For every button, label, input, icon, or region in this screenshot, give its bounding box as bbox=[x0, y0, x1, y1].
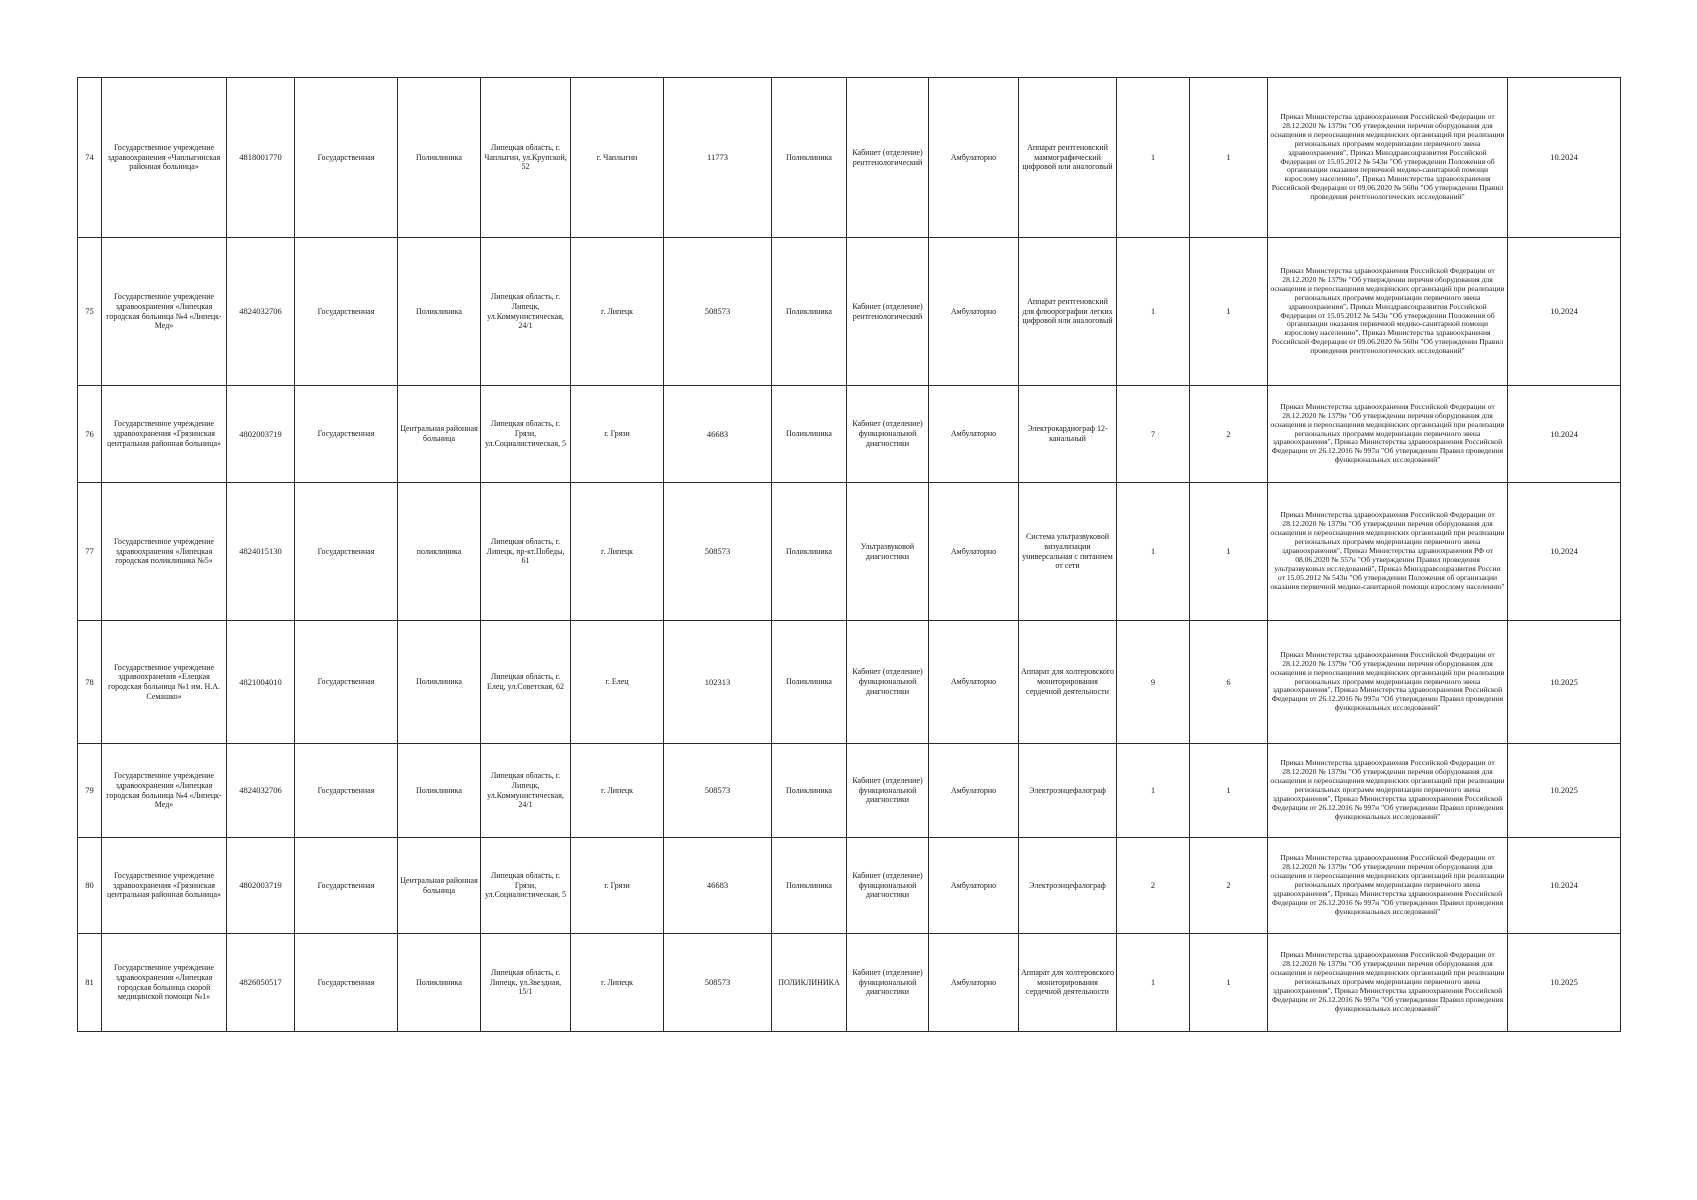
cabinet-cell: Кабинет (отделение) функциональной диагностики bbox=[847, 744, 929, 838]
table-row bbox=[78, 744, 1621, 838]
equipment-table bbox=[77, 77, 1621, 1032]
facility-type-cell: Поликлиника bbox=[398, 744, 481, 838]
quantity-a-cell: 1 bbox=[1117, 934, 1190, 1032]
division-cell: Поликлиника bbox=[772, 386, 847, 483]
care-conditions-cell: Амбулаторно bbox=[929, 386, 1019, 483]
care-conditions-cell: Амбулаторно bbox=[929, 744, 1019, 838]
date-cell: 10.2024 bbox=[1508, 238, 1621, 386]
quantity-a-cell: 9 bbox=[1117, 621, 1190, 744]
organization-name-cell: Государственное учреждение здравоохранения «Липецкая городская больница №4 «Липецк-Мед» bbox=[102, 238, 227, 386]
inn-cell: 4802003719 bbox=[227, 838, 295, 934]
row-number-cell: 76 bbox=[78, 386, 102, 483]
legal-basis-cell: Приказ Министерства здравоохранения Российской Федерации от 28.12.2020 № 1379н "Об утверждении перечня оборудования для оснащения и переоснащения медицинских организаций при реализации региональных программ модернизации первичного звена здравоохранения", Приказ Министерства здравоохранения Российской Федерации от 26.12.2016 № 997н "Об утверждении Правил проведения функциональных исследований" bbox=[1268, 838, 1508, 934]
care-conditions-cell: Амбулаторно bbox=[929, 621, 1019, 744]
locality-cell: г. Липецк bbox=[571, 934, 664, 1032]
quantity-b-cell: 1 bbox=[1190, 744, 1268, 838]
care-conditions-cell: Амбулаторно bbox=[929, 78, 1019, 238]
ownership-form-cell: Государственная bbox=[295, 238, 398, 386]
division-cell: Поликлиника bbox=[772, 238, 847, 386]
quantity-a-cell: 1 bbox=[1117, 238, 1190, 386]
quantity-b-cell: 2 bbox=[1190, 838, 1268, 934]
facility-type-cell: Поликлиника bbox=[398, 78, 481, 238]
table-body bbox=[78, 78, 1621, 1032]
address-cell: Липецкая область, г. Липецк, ул.Звездная, 15/1 bbox=[481, 934, 571, 1032]
equipment-name-cell: Аппарат для холтеровского мониторирования сердечной деятельности bbox=[1019, 621, 1117, 744]
ownership-form-cell: Государственная bbox=[295, 621, 398, 744]
equipment-name-cell: Аппарат рентгеновский для флюорографии легких цифровой или аналоговый bbox=[1019, 238, 1117, 386]
equipment-name-cell: Электрокардиограф 12-канальный bbox=[1019, 386, 1117, 483]
ownership-form-cell: Государственная bbox=[295, 744, 398, 838]
quantity-b-cell: 1 bbox=[1190, 483, 1268, 621]
cabinet-cell: Ультразвуковой диагностики bbox=[847, 483, 929, 621]
cabinet-cell: Кабинет (отделение) рентгенологический bbox=[847, 78, 929, 238]
inn-cell: 4824032706 bbox=[227, 238, 295, 386]
organization-name-cell: Государственное учреждение здравоохранения «Грязинская центральная районная больница» bbox=[102, 386, 227, 483]
division-cell: Поликлиника bbox=[772, 621, 847, 744]
row-number-cell: 80 bbox=[78, 838, 102, 934]
locality-cell: г. Липецк bbox=[571, 238, 664, 386]
locality-cell: г. Липецк bbox=[571, 744, 664, 838]
locality-cell: г. Чаплыгин bbox=[571, 78, 664, 238]
facility-type-cell: Поликлиника bbox=[398, 238, 481, 386]
table-row bbox=[78, 386, 1621, 483]
quantity-a-cell: 2 bbox=[1117, 838, 1190, 934]
table-row bbox=[78, 838, 1621, 934]
row-number-cell: 74 bbox=[78, 78, 102, 238]
legal-basis-cell: Приказ Министерства здравоохранения Российской Федерации от 28.12.2020 № 1379н "Об утверждении перечня оборудования для оснащения и переоснащения медицинских организаций при реализации региональных программ модернизации первичного звена здравоохранения", Приказ Министерства здравоохранения Российской Федерации от 26.12.2016 № 997н "Об утверждении Правил проведения функциональных исследований" bbox=[1268, 934, 1508, 1032]
care-conditions-cell: Амбулаторно bbox=[929, 838, 1019, 934]
ownership-form-cell: Государственная bbox=[295, 386, 398, 483]
population-cell: 508573 bbox=[664, 483, 772, 621]
ownership-form-cell: Государственная bbox=[295, 838, 398, 934]
address-cell: Липецкая область, г. Липецк, ул.Коммунистическая, 24/1 bbox=[481, 744, 571, 838]
population-cell: 46683 bbox=[664, 838, 772, 934]
equipment-name-cell: Электроэнцефалограф bbox=[1019, 744, 1117, 838]
population-cell: 102313 bbox=[664, 621, 772, 744]
organization-name-cell: Государственное учреждение здравоохранения «Грязинская центральная районная больница» bbox=[102, 838, 227, 934]
population-cell: 11773 bbox=[664, 78, 772, 238]
legal-basis-cell: Приказ Министерства здравоохранения Российской Федерации от 28.12.2020 № 1379н "Об утверждении перечня оборудования для оснащения и переоснащения медицинских организаций при реализации региональных программ модернизации первичного звена здравоохранения", Приказ Министерства здравоохранения Российской Федерации от 26.12.2016 № 997н "Об утверждении Правил проведения функциональных исследований" bbox=[1268, 386, 1508, 483]
cabinet-cell: Кабинет (отделение) функциональной диагностики bbox=[847, 621, 929, 744]
care-conditions-cell: Амбулаторно bbox=[929, 483, 1019, 621]
organization-name-cell: Государственное учреждение здравоохранения «Елецкая городская больница №1 им. Н.А. Семашко» bbox=[102, 621, 227, 744]
facility-type-cell: Поликлиника bbox=[398, 621, 481, 744]
inn-cell: 4802003719 bbox=[227, 386, 295, 483]
ownership-form-cell: Государственная bbox=[295, 78, 398, 238]
division-cell: Поликлиника bbox=[772, 78, 847, 238]
division-cell: ПОЛИКЛИНИКА bbox=[772, 934, 847, 1032]
organization-name-cell: Государственное учреждение здравоохранения «Чаплыгинская районная больница» bbox=[102, 78, 227, 238]
locality-cell: г. Липецк bbox=[571, 483, 664, 621]
row-number-cell: 81 bbox=[78, 934, 102, 1032]
inn-cell: 4824032706 bbox=[227, 744, 295, 838]
organization-name-cell: Государственное учреждение здравоохранения «Липецкая городская больница №4 «Липецк-Мед» bbox=[102, 744, 227, 838]
facility-type-cell: Поликлиника bbox=[398, 934, 481, 1032]
address-cell: Липецкая область, г. Грязи, ул.Социалистическая, 5 bbox=[481, 838, 571, 934]
equipment-name-cell: Электроэнцефалограф bbox=[1019, 838, 1117, 934]
inn-cell: 4821004010 bbox=[227, 621, 295, 744]
date-cell: 10.2024 bbox=[1508, 483, 1621, 621]
organization-name-cell: Государственное учреждение здравоохранения «Липецкая городская больница скорой медицинской помощи №1» bbox=[102, 934, 227, 1032]
table-row bbox=[78, 78, 1621, 238]
facility-type-cell: поликлиника bbox=[398, 483, 481, 621]
quantity-b-cell: 2 bbox=[1190, 386, 1268, 483]
cabinet-cell: Кабинет (отделение) функциональной диагностики bbox=[847, 838, 929, 934]
population-cell: 46683 bbox=[664, 386, 772, 483]
date-cell: 10.2024 bbox=[1508, 78, 1621, 238]
division-cell: Поликлиника bbox=[772, 744, 847, 838]
population-cell: 508573 bbox=[664, 744, 772, 838]
date-cell: 10.2025 bbox=[1508, 934, 1621, 1032]
cabinet-cell: Кабинет (отделение) функциональной диагностики bbox=[847, 386, 929, 483]
address-cell: Липецкая область, г. Липецк, ул.Коммунистическая, 24/1 bbox=[481, 238, 571, 386]
locality-cell: г. Грязи bbox=[571, 386, 664, 483]
ownership-form-cell: Государственная bbox=[295, 934, 398, 1032]
inn-cell: 4826050517 bbox=[227, 934, 295, 1032]
cabinet-cell: Кабинет (отделение) рентгенологический bbox=[847, 238, 929, 386]
date-cell: 10.2025 bbox=[1508, 621, 1621, 744]
legal-basis-cell: Приказ Министерства здравоохранения Российской Федерации от 28.12.2020 № 1379н "Об утверждении перечня оборудования для оснащения и переоснащения медицинских организаций при реализации региональных программ модернизации первичного звена здравоохранения", Приказ Министерства здравоохранения Российской Федерации от 26.12.2016 № 997н "Об утверждении Правил проведения функциональных исследований" bbox=[1268, 621, 1508, 744]
row-number-cell: 79 bbox=[78, 744, 102, 838]
address-cell: Липецкая область, г. Елец, ул.Советская, 62 bbox=[481, 621, 571, 744]
quantity-a-cell: 7 bbox=[1117, 386, 1190, 483]
ownership-form-cell: Государственная bbox=[295, 483, 398, 621]
row-number-cell: 77 bbox=[78, 483, 102, 621]
equipment-name-cell: Система ультразвуковой визуализации универсальная с питанием от сети bbox=[1019, 483, 1117, 621]
quantity-b-cell: 1 bbox=[1190, 238, 1268, 386]
locality-cell: г. Грязи bbox=[571, 838, 664, 934]
quantity-a-cell: 1 bbox=[1117, 744, 1190, 838]
legal-basis-cell: Приказ Министерства здравоохранения Российской Федерации от 28.12.2020 № 1379н "Об утверждении перечня оборудования для оснащения и переоснащения медицинских организаций при реализации региональных программ модернизации первичного звена здравоохранения", Приказ Минздравсоцразвития Российской Федерации от 15.05.2012 № 543н "Об утверждении Положения об организации оказания первичной медико-санитарной помощи взрослому населению", Приказ Министерства здравоохранения Российской Федерации от 09.06.2020 № 560н "Об утверждении Правил проведения рентгенологических исследований" bbox=[1268, 238, 1508, 386]
division-cell: Поликлиника bbox=[772, 838, 847, 934]
equipment-name-cell: Аппарат для холтеровского мониторирования сердечной деятельности bbox=[1019, 934, 1117, 1032]
facility-type-cell: Центральная районная больница bbox=[398, 386, 481, 483]
inn-cell: 4824015130 bbox=[227, 483, 295, 621]
equipment-name-cell: Аппарат рентгеновский маммографический цифровой или аналоговый bbox=[1019, 78, 1117, 238]
population-cell: 508573 bbox=[664, 238, 772, 386]
table-row bbox=[78, 934, 1621, 1032]
division-cell: Поликлиника bbox=[772, 483, 847, 621]
legal-basis-cell: Приказ Министерства здравоохранения Российской Федерации от 28.12.2020 № 1379н "Об утверждении перечня оборудования для оснащения и переоснащения медицинских организаций при реализации региональных программ модернизации первичного звена здравоохранения", Приказ Министерства здравоохранения РФ от 08.06.2020 № 557н "Об утверждении Правил проведения ультразвуковых исследований", Приказ Минздравсоцразвития России от 15.05.2012 № 543н "Об утверждении Положения об организации оказания первичной медико-санитарной помощи взрослому населению" bbox=[1268, 483, 1508, 621]
address-cell: Липецкая область, г. Липецк, пр-кт.Победы, 61 bbox=[481, 483, 571, 621]
quantity-b-cell: 6 bbox=[1190, 621, 1268, 744]
date-cell: 10.2024 bbox=[1508, 386, 1621, 483]
facility-type-cell: Центральная районная больница bbox=[398, 838, 481, 934]
row-number-cell: 75 bbox=[78, 238, 102, 386]
address-cell: Липецкая область, г. Чаплыгин, ул.Крупской, 52 bbox=[481, 78, 571, 238]
legal-basis-cell: Приказ Министерства здравоохранения Российской Федерации от 28.12.2020 № 1379н "Об утверждении перечня оборудования для оснащения и переоснащения медицинских организаций при реализации региональных программ модернизации первичного звена здравоохранения", Приказ Министерства здравоохранения Российской Федерации от 26.12.2016 № 997н "Об утверждении Правил проведения функциональных исследований" bbox=[1268, 744, 1508, 838]
quantity-b-cell: 1 bbox=[1190, 934, 1268, 1032]
cabinet-cell: Кабинет (отделение) функциональной диагностики bbox=[847, 934, 929, 1032]
date-cell: 10.2025 bbox=[1508, 744, 1621, 838]
quantity-a-cell: 1 bbox=[1117, 78, 1190, 238]
table-row bbox=[78, 621, 1621, 744]
row-number-cell: 78 bbox=[78, 621, 102, 744]
quantity-b-cell: 1 bbox=[1190, 78, 1268, 238]
table-row bbox=[78, 238, 1621, 386]
organization-name-cell: Государственное учреждение здравоохранения «Липецкая городская поликлиника №5» bbox=[102, 483, 227, 621]
locality-cell: г. Елец bbox=[571, 621, 664, 744]
address-cell: Липецкая область, г. Грязи, ул.Социалистическая, 5 bbox=[481, 386, 571, 483]
population-cell: 508573 bbox=[664, 934, 772, 1032]
table-row bbox=[78, 483, 1621, 621]
date-cell: 10.2024 bbox=[1508, 838, 1621, 934]
legal-basis-cell: Приказ Министерства здравоохранения Российской Федерации от 28.12.2020 № 1379н "Об утверждении перечня оборудования для оснащения и переоснащения медицинских организаций при реализации региональных программ модернизации первичного звена здравоохранения", Приказ Минздравсоцразвития Российской Федерации от 15.05.2012 № 543н "Об утверждении Положения об организации оказания первичной медико-санитарной помощи взрослому населению", Приказ Министерства здравоохранения Российской Федерации от 09.06.2020 № 560н "Об утверждении Правил проведения рентгенологических исследований" bbox=[1268, 78, 1508, 238]
quantity-a-cell: 1 bbox=[1117, 483, 1190, 621]
care-conditions-cell: Амбулаторно bbox=[929, 934, 1019, 1032]
care-conditions-cell: Амбулаторно bbox=[929, 238, 1019, 386]
inn-cell: 4818001770 bbox=[227, 78, 295, 238]
